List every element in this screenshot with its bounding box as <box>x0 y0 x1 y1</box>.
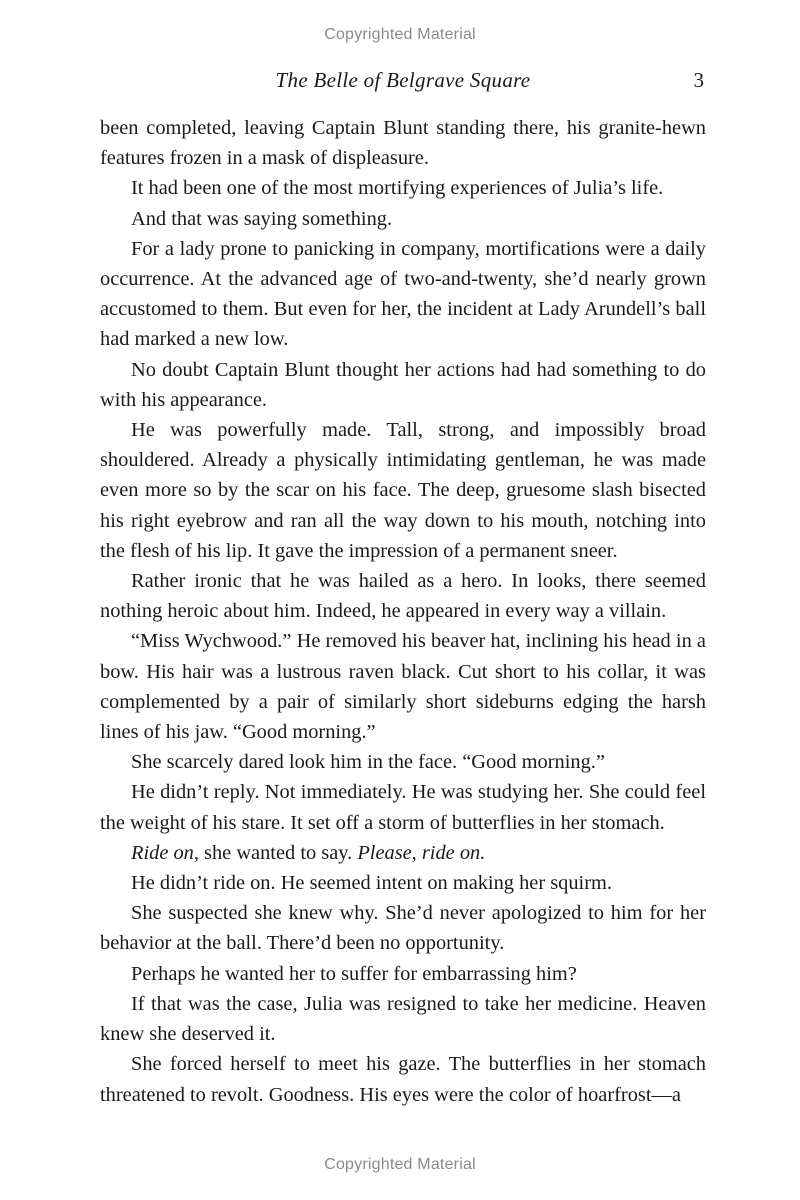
paragraph: He was powerfully made. Tall, strong, and impossibly broad shouldered. Already a physically intimidating gentleman, he was made even more so by the scar on his face. The deep, gruesome slash bisected his right eyebrow and ran all the way down to his mouth, notching into the flesh of his lip. It gave the impression of a permanent sneer. <box>100 419 706 562</box>
copyright-watermark-top: Copyrighted Material <box>324 26 476 43</box>
plain-phrase: , she wanted to say. <box>193 841 358 864</box>
paragraph: “Miss Wychwood.” He removed his beaver hat, inclining his head in a bow. His hair was a lustrous raven black. Cut short to his collar, it was complemented by a pair of similarly short sideburns edging the harsh lines of his jaw. “Good morning.” <box>100 630 706 744</box>
italic-phrase: Please, ride on. <box>357 841 486 864</box>
paragraph <box>100 838 706 868</box>
page-number: 3 <box>693 68 704 92</box>
paragraph: She forced herself to meet his gaze. The butterflies in her stomach threatened to revolt. Goodness. His eyes were the color of hoarfrost—a <box>100 1053 706 1106</box>
paragraph: No doubt Captain Blunt thought her actions had had something to do with his appearance. <box>100 358 706 411</box>
copyright-watermark-bottom: Copyrighted Material <box>324 1156 476 1173</box>
paragraph: He didn’t ride on. He seemed intent on making her squirm. <box>131 872 612 895</box>
paragraph: If that was the case, Julia was resigned to take her medicine. Heaven knew she deserved it. <box>100 992 706 1046</box>
paragraph: She scarcely dared look him in the face. “Good morning.” <box>131 751 605 774</box>
paragraph: Perhaps he wanted her to suffer for embarrassing him? <box>131 962 577 985</box>
italic-phrase: Ride on <box>131 841 194 864</box>
paragraph: For a lady prone to panicking in company, mortifications were a daily occurrence. At the advanced age of two-and-twenty, she’d nearly grown accustomed to them. But even for her, the incident at Lady Arundell’s ball had marked a new low. <box>100 237 706 351</box>
book-title: The Belle of Belgrave Square <box>275 68 531 92</box>
body-text <box>100 113 706 1110</box>
running-head <box>100 66 706 100</box>
paragraph: It had been one of the most mortifying experiences of Julia’s life. <box>131 177 664 200</box>
paragraph: Rather ironic that he was hailed as a hero. In looks, there seemed nothing heroic about him. Indeed, he appeared in every way a villain. <box>100 570 706 623</box>
paragraph: And that was saying something. <box>131 207 393 230</box>
paragraph: been completed, leaving Captain Blunt standing there, his granite-hewn features frozen in a mask of displeasure. <box>100 117 706 170</box>
paragraph: He didn’t reply. Not immediately. He was studying her. She could feel the weight of his stare. It set off a storm of butterflies in her stomach. <box>100 781 706 834</box>
paragraph: She suspected she knew why. She’d never apologized to him for her behavior at the ball. There’d been no opportunity. <box>100 902 706 955</box>
